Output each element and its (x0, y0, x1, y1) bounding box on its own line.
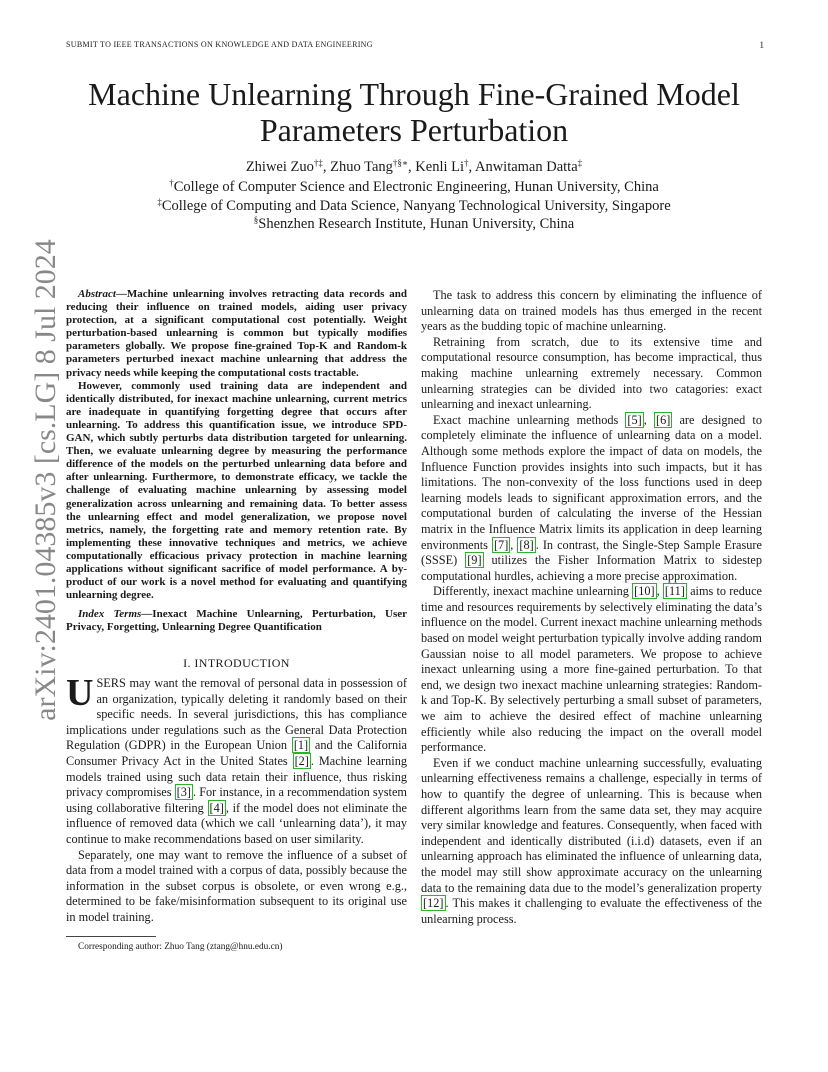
text-run: , (510, 537, 518, 552)
text-run: , if the model does not eliminate the influence of removed data (which we call ‘unlearning data’), it may continue to make recommendations based on user similarity. (66, 800, 407, 846)
citation-link[interactable]: [1] (293, 738, 309, 753)
citation-link[interactable]: [4] (209, 800, 224, 815)
author-mark: ‡ (577, 158, 583, 168)
author-name: Zhiwei Zuo (245, 159, 314, 175)
text-run: are designed to completely eliminate the influence of unlearning data on a model. Although some methods explore the impact of data on models, the Influence Function provides insights into such impacts, but it has limitations. The non-convexity of the loss functions used in deep learning models leads to significant approximation errors, and the computational burden of calculating the inverse of the Hessian matrix in the Influence Matrix limits its application in deep learning environments (421, 412, 762, 552)
intro-body (66, 672, 407, 926)
footnote-divider (66, 936, 156, 937)
citation-link[interactable]: [6] (655, 412, 671, 427)
citation-link[interactable]: [7] (493, 537, 509, 552)
left-column (66, 288, 407, 953)
arxiv-watermark: arXiv:2401.04385v3 [cs.LG] 8 Jul 2024 (29, 239, 62, 721)
section-title-initial: I (194, 656, 199, 671)
page-number: 1 (759, 40, 764, 50)
affiliation-text: College of Computer Science and Electronic Engineering, Hunan University, China (173, 179, 659, 195)
citation-link[interactable]: [10] (634, 584, 655, 599)
author-mark: †‡ (313, 158, 323, 168)
author-mark: † (464, 158, 469, 168)
affiliation-text: Shenzhen Research Institute, Hunan University, China (258, 216, 575, 232)
abstract-label: Abstract (78, 288, 116, 300)
affiliation-mark: ‡ (157, 197, 162, 207)
affiliation (40, 197, 788, 215)
right-column (421, 288, 762, 927)
text-run: . For instance, in a recommendation system using collaborative filtering (66, 785, 407, 815)
affiliation-text: College of Computing and Data Science, Nanyang Technological University, Singapore (161, 198, 671, 214)
citation-link[interactable]: [3] (176, 785, 192, 800)
text-run: utilizes the Fisher Information Matrix to sidestep computational hurdles, achieving a more precise approximation. (421, 553, 763, 583)
affiliation-mark: † (169, 178, 174, 188)
text-run: aims to reduce time and resources requirements by selectively eliminating the data’s influence on the model. Current inexact machine unlearning methods based on model weight perturbation typically involve adding random Gaussian noise to all model parameters. We propose to achieve inexact unlearning using a more fine-gained perturbation. To that end, we design two inexact machine unlearning strategies: Random-k and Top-K. By selectively perturbing a small subset of parameters, we aim to achieve the desired effect of machine unlearning efficiently while also reducing the impact on the overall model performance. (421, 584, 762, 755)
author-mark: †§∗ (392, 158, 409, 168)
section-heading (66, 656, 407, 672)
affiliation-mark: § (253, 215, 259, 225)
index-terms-text: —Inexact Machine Unlearning, Perturbation, User Privacy, Forgetting, Unlearning Degree Quantification (66, 608, 408, 634)
affiliation (40, 178, 788, 196)
body-paragraph: The task to address this concern by eliminating the influence of unlearning data on trained models has thus emerged in the recent years as the budding topic of machine unlearning. (421, 288, 762, 334)
index-terms (66, 608, 407, 634)
paper-title: Machine Unlearning Through Fine-Grained Model Parameters Perturbation (88, 76, 740, 148)
citation-link[interactable]: [9] (467, 553, 482, 568)
citation-link[interactable]: [8] (519, 537, 534, 552)
text-run: Even if we conduct machine unlearning successfully, evaluating unlearning effectiveness remains a challenge, especially in terms of how to quantify the degree of unlearning. This is because when different algorithms learn from the same data set, they may acquire very similar knowledge and features. Consequently, when faced with independent and identically distributed (i.i.d) datasets, even if an unlearning approach has eliminated the influence of unlearning data, the model may still show approximate accuracy on the unlearning data to the remaining data due to the model’s generalization property (421, 755, 762, 895)
text-run: , (643, 412, 654, 427)
citation-link[interactable]: [5] (627, 412, 642, 427)
intro-paragraph: Separately, one may want to remove the influence of a subset of data from a model trained with a corpus of data, possibly because the information in the subset corpus is obsolete, or even wrong e.g., determined to be fake/misinformation subsequent to its original use in model training. (66, 847, 407, 924)
section-number: I. (183, 656, 191, 671)
author-name: Zhuo Tang (330, 159, 393, 175)
abstract-text: —Machine unlearning involves retracting data records and reducing their influence on trained models, aiding user privacy protection, at a significant computational cost potentially. Weight perturbation-based unlearning is common but typically modifies parameters globally. We propose fine-grained Top-K and Random-k parameters perturbed inexact machine unlearning that address the privacy needs while keeping the computational costs tractable. (66, 288, 407, 379)
body-paragraph (421, 584, 762, 756)
citation-link[interactable]: [2] (294, 754, 309, 768)
index-terms-label: Index Terms (78, 608, 142, 621)
drop-cap: U (66, 672, 94, 715)
author-list: Zhiwei Zuo†‡, Zhuo Tang†§∗, Kenli Li†, Anwitaman Datta‡ (245, 158, 583, 175)
intro-paragraph (66, 672, 407, 848)
section-title-rest: NTRODUCTION (198, 656, 290, 671)
text-run: SERS may want the removal of personal data in possession of an organization, typically deleting it randomly based on their specific needs. In several jurisdictions, this has compliance implications under regulations such as the General Data Protection Regulation (GDPR) in the European Union (66, 676, 407, 753)
body-paragraph (421, 756, 762, 928)
author-name: Kenli Li (415, 159, 465, 175)
body-paragraph: Retraining from scratch, due to its extensive time and computational resource consumption, has become impractical, thus making machine unlearning extremely necessary. Common unlearning strategies can be divided into two catagories: exact unlearning and inexact unlearning. (421, 334, 762, 412)
text-run: Differently, inexact machine unlearning (433, 584, 633, 599)
body-paragraph (421, 413, 762, 585)
abstract-paragraph: However, commonly used training data are independent and identically distributed, for inexact machine unlearning, current metrics are inadequate in quantifying forgetting degree that occurs after unlearning. To address this quantification issue, we introduce SPD-GAN, which subtly perturbs data distribution targeted for unlearning. Then, we evaluate unlearning degree by measuring the performance difference of the models on the perturbed unlearning data before and after unlearning. Furthermore, to demonstrate efficacy, we tackle the challenge of evaluating machine unlearning by assessing model generalization across unlearning and remaining data. To better assess the unlearning effect and model generalization, we propose novel metrics, namely, the forgetting rate and memory retention rate. By implementing these innovative techniques and metrics, we achieve computationally efficacious privacy protection in machine learning applications without significant sacrifice of model performance. A by-product of our work is a novel method for evaluating and quantifying unlearning degree. (66, 379, 407, 602)
text-run: Exact machine unlearning methods (433, 412, 626, 427)
text-run: . Machine learning models trained using such data retain their influence, thus risking privacy compromises (66, 754, 407, 800)
text-run: . This makes it challenging to evaluate the effectiveness of the unlearning process. (421, 896, 762, 926)
affiliation (40, 215, 788, 233)
running-header: SUBMIT TO IEEE TRANSACTIONS ON KNOWLEDGE AND DATA ENGINEERING (66, 40, 373, 49)
text-run: . In contrast, the Single-Step Sample Erasure (SSSE) (421, 537, 762, 568)
text-run: , (656, 584, 663, 599)
author-name: Anwitaman Datta (474, 159, 578, 175)
citation-link[interactable]: [12] (423, 896, 444, 911)
text-run: and the California Consumer Privacy Act in the United States (66, 738, 407, 768)
citation-link[interactable]: [11] (664, 584, 685, 599)
abstract-paragraph (66, 288, 407, 380)
footnote: Corresponding author: Zhuo Tang (ztang@hnu.edu.cn) (78, 941, 283, 952)
abstract (66, 288, 407, 602)
